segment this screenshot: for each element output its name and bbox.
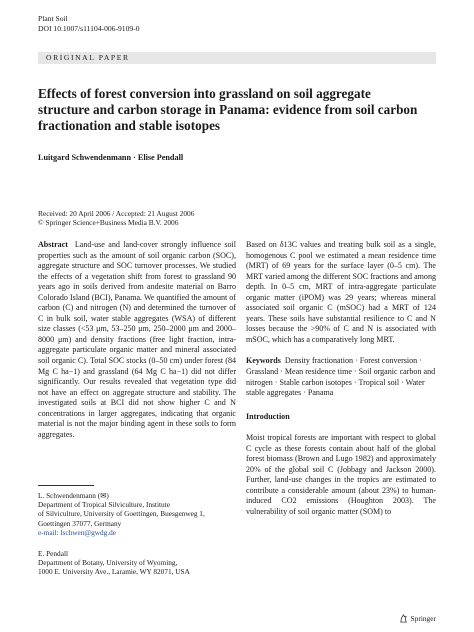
springer-horse-icon	[399, 614, 408, 623]
keywords-text: Density fractionation · Forest conversion · Grassland · Mean residence time · Soil organic carbon and nitrogen · Stable carbon isotopes · Tropical soil · Water stable aggregates · Panama	[246, 356, 436, 398]
left-column	[38, 240, 236, 440]
article-type-banner	[38, 52, 436, 64]
abstract	[38, 240, 236, 440]
journal-header	[38, 14, 140, 34]
doi: DOI 10.1007/s11104-006-9109-0	[38, 24, 140, 33]
abstract-continued: Based on δ13C values and treating bulk soil as a single, homogenous C pool we estimated a mean residence time (MRT) of 69 years for the surface layer (0–5 cm). The MRT varied among the different SOC fractions and among depth. In 0–5 cm, MRT of intra-aggregate particulate organic matter (iPOM) was 29 years; whereas mineral associated soil organic C (mSOC) had a MRT of 124 years. These soils have substantial resilience to C and N losses because the >90% of C and N is associated with mSOC, which has a comparatively long MRT.	[246, 240, 436, 344]
authors: Luitgard Schwendenmann · Elise Pendall	[38, 153, 184, 162]
affiliation-line: 1000 E. University Ave., Laramie, WY 82071, USA	[38, 567, 190, 577]
publisher-name: Springer	[410, 614, 436, 623]
publisher-brand	[399, 614, 436, 623]
affiliation-line: E. Pendall	[38, 549, 68, 558]
article-title: Effects of forest conversion into grassland on soil aggregate structure and carbon storage in Panama: evidence from soil carbon fractionation and stable isotopes	[38, 86, 418, 133]
affiliation-line: Department of Tropical Silviculture, Institute	[38, 500, 170, 510]
keywords-label: Keywords	[246, 356, 281, 366]
affiliation-2	[38, 549, 236, 577]
email-link[interactable]: e-mail: lschwen@gwdg.de	[38, 527, 117, 537]
keywords	[246, 356, 436, 398]
copyright: © Springer Science+Business Media B.V. 2006	[38, 218, 179, 228]
abstract-text: Land-use and land-cover strongly influence soil properties such as the amount of soil organic carbon (SOC), aggregate structure and SOC turnover processes. We studied the effects of a vegetation shift from forest to grassland 90 years ago in soils derived from andesite material on Barro Colorado Island (BCI), Panama. We quantified the amount of carbon (C) and nitrogen (N) and determined the turnover of C in bulk soil, water stable aggregates (WSA) of different size classes (<53 μm, 53–250 μm, 250–2000 μm and 2000–8000 μm) and density fractions (free light fraction, intra-aggregate particulate organic matter and mineral associated soil organic C). Total SOC stocks (0–50 cm) under forest (84 Mg C ha−1) and grassland (64 Mg C ha−1) did not differ significantly. Our results revealed that vegetation type did not have an effect on aggregate structure and stability. The investigated soils at BCI did not show higher C and N concentrations in larger aggregates, indicating that organic material is not the major binding agent in these soils to form aggregates.	[38, 240, 236, 439]
article-type: ORIGINAL PAPER	[46, 53, 130, 62]
affiliation-line: Goettingen 37077, Germany	[38, 518, 122, 528]
affiliation-line: Department of Botany, University of Wyoming,	[38, 558, 178, 568]
affiliation-1	[38, 491, 236, 537]
introduction-text: Moist tropical forests are important with respect to global C cycle as these forests contain about half of the global forest biomass (Brown and Lugo 1982) and approximately 20% of the global soil C (Jobbagy and Jackson 2000). Further, land-use changes in the tropics are estimated to contribute a considerable amount (about 23%) to human-induced CO2 emissions (Houghton 2003). The vulnerability of soil organic matter (SOM) to	[246, 433, 436, 517]
affiliation-line: L. Schwendenmann (✉)	[38, 491, 109, 500]
abstract-label: Abstract	[38, 240, 68, 249]
article-dates	[38, 209, 194, 228]
journal-name: Plant Soil	[38, 14, 68, 23]
right-column	[246, 240, 436, 518]
received-accepted: Received: 20 April 2006 / Accepted: 21 August 2006	[38, 209, 195, 218]
affiliation-line: of Silviculture, University of Goettingen, Buesgenweg 1,	[38, 509, 205, 519]
introduction-heading: Introduction	[246, 411, 290, 421]
footnote-rule	[38, 485, 94, 486]
